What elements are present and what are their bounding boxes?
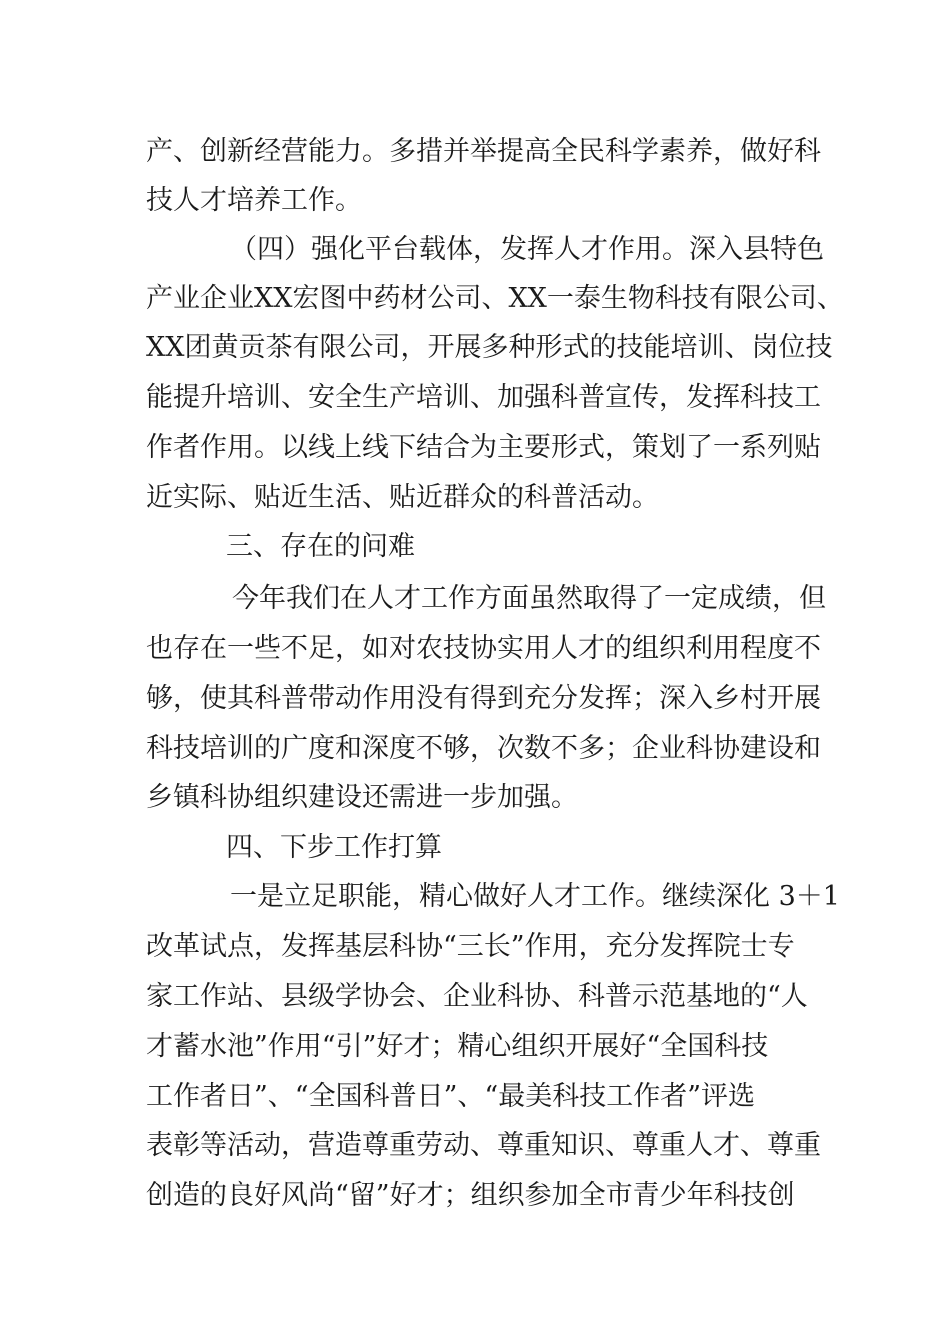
text-line: 够，使其科普带动作用没有得到充分发挥；深入乡村开展 (146, 683, 821, 714)
paragraph-start: 今年我们在人才工作方面虽然取得了一定成绩，但 (232, 583, 826, 614)
text-line: 科技培训的广度和深度不够，次数不多；企业科协建设和 (146, 733, 821, 764)
text-line: 工作者日”、“全国科普日”、“最美科技工作者”评选 (146, 1081, 756, 1112)
text-line: 改革试点，发挥基层科协“三长”作用，充分发挥院士专 (146, 931, 795, 962)
text-line: 创造的良好风尚“留”好才；组织参加全市青少年科技创 (146, 1180, 795, 1211)
text-line: XX团黄贡茶有限公司，开展多种形式的技能培训、岗位技 (146, 332, 833, 363)
text-line: 产、创新经营能力。多措并举提高全民科学素养，做好科 (146, 136, 821, 167)
section-heading-problems: 三、存在的问难 (226, 531, 415, 562)
section-heading-next-steps: 四、下步工作打算 (226, 832, 442, 863)
text-line: 家工作站、县级学协会、企业科协、科普示范基地的“人 (146, 981, 808, 1012)
text-line: 乡镇科协组织建设还需进一步加强。 (146, 782, 578, 813)
text-line: 表彰等活动，营造尊重劳动、尊重知识、尊重人才、尊重 (146, 1130, 821, 1161)
text-line: 产业企业XX宏图中药材公司、XX一泰生物科技有限公司、 (146, 283, 844, 314)
text-line: 也存在一些不足，如对农技协实用人才的组织利用程度不 (146, 633, 821, 664)
paragraph-start: 一是立足职能，精心做好人才工作。继续深化 3＋1 (230, 881, 840, 912)
text-line: 作者作用。以线上线下结合为主要形式，策划了一系列贴 (146, 432, 821, 463)
text-line: 才蓄水池”作用“引”好才；精心组织开展好“全国科技 (146, 1031, 769, 1062)
section-paragraph-start: （四）强化平台载体，发挥人才作用。深入县特色 (230, 234, 824, 265)
text-line: 能提升培训、安全生产培训、加强科普宣传，发挥科技工 (146, 382, 821, 413)
text-line: 技人才培养工作。 (146, 185, 362, 216)
text-line: 近实际、贴近生活、贴近群众的科普活动。 (146, 482, 659, 513)
